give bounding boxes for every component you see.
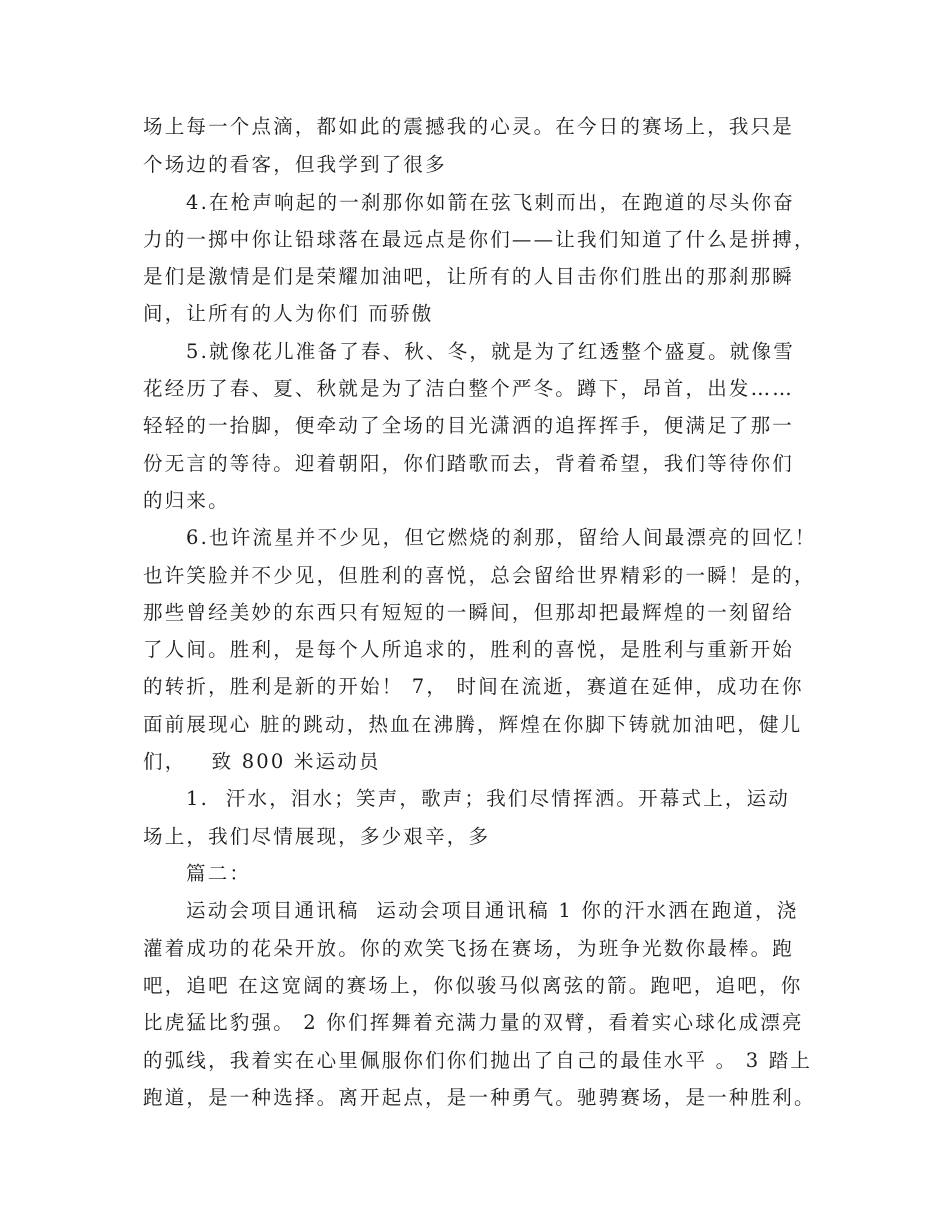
text-line: 轻轻的一抬脚，便牵动了全场的目光潇洒的追挥挥手，便满足了那一: [143, 414, 795, 437]
text-line: 面前展现心 脏的跳动，热血在沸腾，辉煌在你脚下铸就加油吧，健儿: [143, 713, 803, 736]
text-line: 间，让所有的人为你们 而骄傲: [143, 302, 434, 325]
text-line: 是们是激情是们是荣耀加油吧，让所有的人目击你们胜出的那刹那瞬: [143, 265, 795, 288]
text-line: 吧，追吧 在这宽阔的赛场上，你似骏马似离弦的箭。跑吧，追吧，你: [143, 974, 803, 997]
text-line: 的归来。: [143, 489, 230, 512]
text-line: 1. 汗水，泪水；笑声，歌声；我们尽情挥洒。开幕式上，运动: [186, 787, 791, 810]
section-heading: 篇二：: [186, 862, 252, 885]
text-line: 那些曾经美妙的东西只有短短的一瞬间，但那却把最辉煌的一刻留给: [143, 601, 795, 624]
text-line: 了人间。胜利，是每个人所追求的，胜利的喜悦，是胜利与重新开始: [143, 638, 795, 661]
text-line: 场上每一个点滴，都如此的震撼我的心灵。在今日的赛场上，我只是: [143, 115, 795, 138]
text-line: 份无言的等待。迎着朝阳，你们踏歌而去，背着希望，我们等待你们: [143, 452, 795, 475]
text-line: 的转折，胜利是新的开始！ 7， 时间在流逝，赛道在延伸，成功在你: [143, 675, 804, 698]
text-line: 比虎猛比豹强。 2 你们挥舞着充满力量的双臂，看着实心球化成漂亮: [143, 1011, 804, 1034]
text-line: 也许笑脸并不少见，但胜利的喜悦，总会留给世界精彩的一瞬！是的，: [143, 564, 816, 587]
text-line: 4.在枪声响起的一刹那你如箭在弦飞刺而出，在跑道的尽头你奋: [186, 191, 795, 214]
text-line: 场上，我们尽情展现，多少艰辛，多: [143, 825, 491, 848]
text-line: 运动会项目通讯稿 运动会项目通讯稿 1 你的汗水洒在跑道，浇: [186, 899, 799, 922]
text-line: 们， 致 800 米运动员: [143, 750, 381, 773]
text-line: 灌着成功的花朵开放。你的欢笑飞扬在赛场，为班争光数你最棒。跑: [143, 937, 795, 960]
text-line: 个场边的看客，但我学到了很多: [143, 153, 447, 176]
text-line: 5.就像花儿准备了春、秋、冬，就是为了红透整个盛夏。就像雪: [186, 340, 795, 363]
text-line: 6.也许流星并不少见，但它燃烧的刹那，留给人间最漂亮的回忆！: [186, 526, 817, 549]
text-line: 跑道，是一种选择。离开起点，是一种勇气。驰骋赛场，是一种胜利。: [143, 1086, 816, 1109]
text-line: 力的一掷中你让铅球落在最远点是你们——让我们知道了什么是拼搏，: [143, 228, 816, 251]
text-line: 的弧线，我着实在心里佩服你们你们抛出了自己的最佳水平 。 3 踏上: [143, 1049, 813, 1072]
text-line: 花经历了春、夏、秋就是为了洁白整个严冬。蹲下，昂首，出发……: [143, 377, 795, 400]
